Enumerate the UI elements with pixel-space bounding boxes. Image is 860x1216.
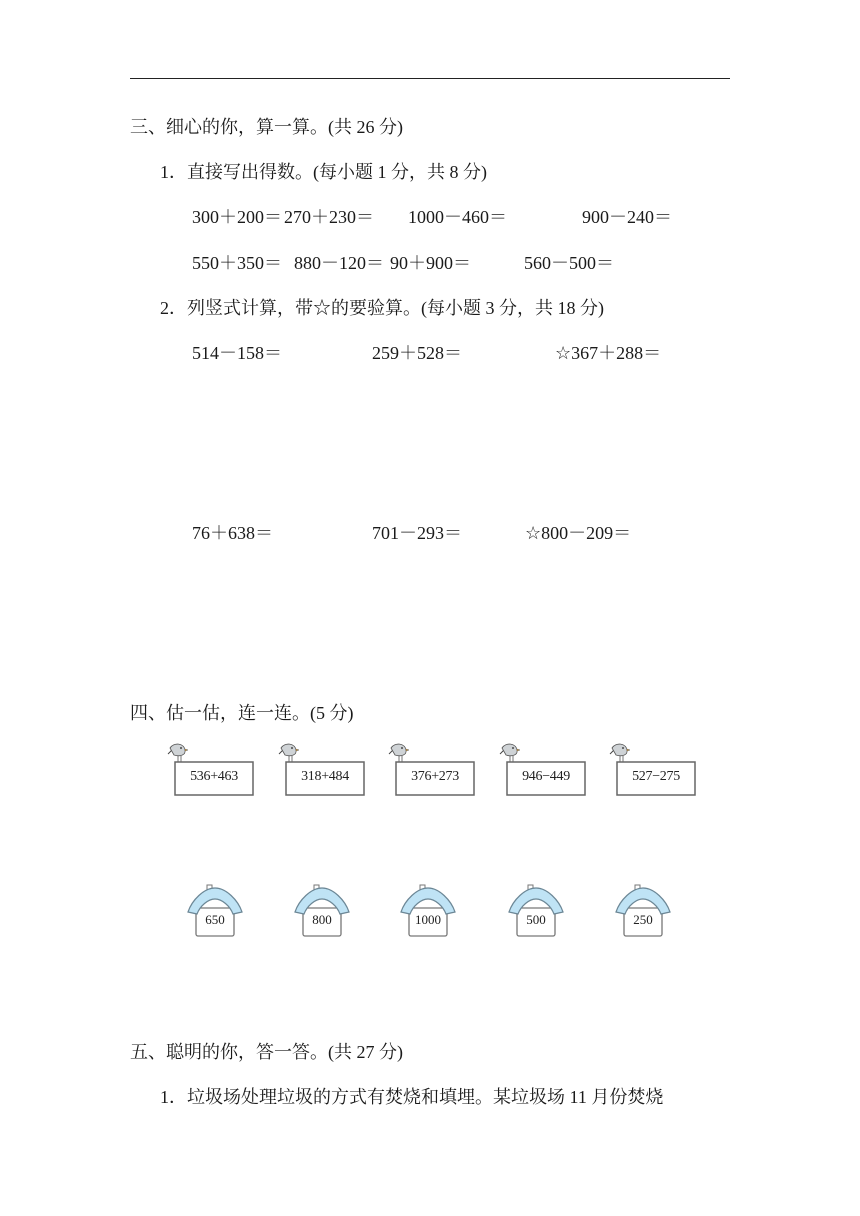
q1-item: 900－240＝ xyxy=(582,207,672,227)
house-number: 800 xyxy=(312,912,332,927)
q2-item: ☆800－209＝ xyxy=(525,523,632,543)
q1-item: 300＋200＝ xyxy=(192,207,282,227)
section4-title: 四、估一估，连一连。(5 分) xyxy=(130,703,354,723)
q2-item: ☆367＋288＝ xyxy=(555,343,662,363)
expression-label: 376+273 xyxy=(411,769,459,784)
section5-q1-text: 1．垃圾场处理垃圾的方式有焚烧和填埋。某垃圾场 11 月份焚烧 xyxy=(160,1087,664,1107)
q2-title: 2．列竖式计算，带☆的要验算。(每小题 3 分，共 18 分) xyxy=(160,298,604,318)
q2-item: 514－158＝ xyxy=(192,343,282,363)
expression-sign[interactable] xyxy=(616,745,696,784)
section3-title: 三、细心的你，算一算。(共 26 分) xyxy=(130,117,403,137)
house[interactable] xyxy=(293,884,351,940)
q2-item: 701－293＝ xyxy=(372,523,462,543)
q1-item: 560－500＝ xyxy=(524,253,614,273)
expression-sign[interactable] xyxy=(174,745,254,784)
house[interactable] xyxy=(399,884,457,940)
q2-item: 76＋638＝ xyxy=(192,523,273,543)
expression-sign[interactable] xyxy=(285,745,365,784)
house-number: 1000 xyxy=(415,912,441,927)
q2-item: 259＋528＝ xyxy=(372,343,462,363)
q1-item: 1000－460＝ xyxy=(408,207,507,227)
house-number: 650 xyxy=(205,912,225,927)
expression-sign[interactable] xyxy=(395,745,475,784)
house[interactable] xyxy=(507,884,565,940)
header-rule xyxy=(130,78,730,79)
section5-title: 五、聪明的你，答一答。(共 27 分) xyxy=(130,1042,403,1062)
q1-item: 880－120＝ xyxy=(294,253,384,273)
house-number: 250 xyxy=(633,912,653,927)
house[interactable] xyxy=(186,884,244,940)
expression-label: 527−275 xyxy=(632,769,680,784)
q1-title: 1．直接写出得数。(每小题 1 分，共 8 分) xyxy=(160,162,487,182)
house[interactable] xyxy=(614,884,672,940)
q1-item: 270＋230＝ xyxy=(284,207,374,227)
expression-label: 318+484 xyxy=(301,769,349,784)
q1-item: 550＋350＝ xyxy=(192,253,282,273)
q1-item: 90＋900＝ xyxy=(390,253,471,273)
house-number: 500 xyxy=(526,912,546,927)
expression-label: 946−449 xyxy=(522,769,570,784)
expression-sign[interactable] xyxy=(506,745,586,784)
expression-label: 536+463 xyxy=(190,769,238,784)
